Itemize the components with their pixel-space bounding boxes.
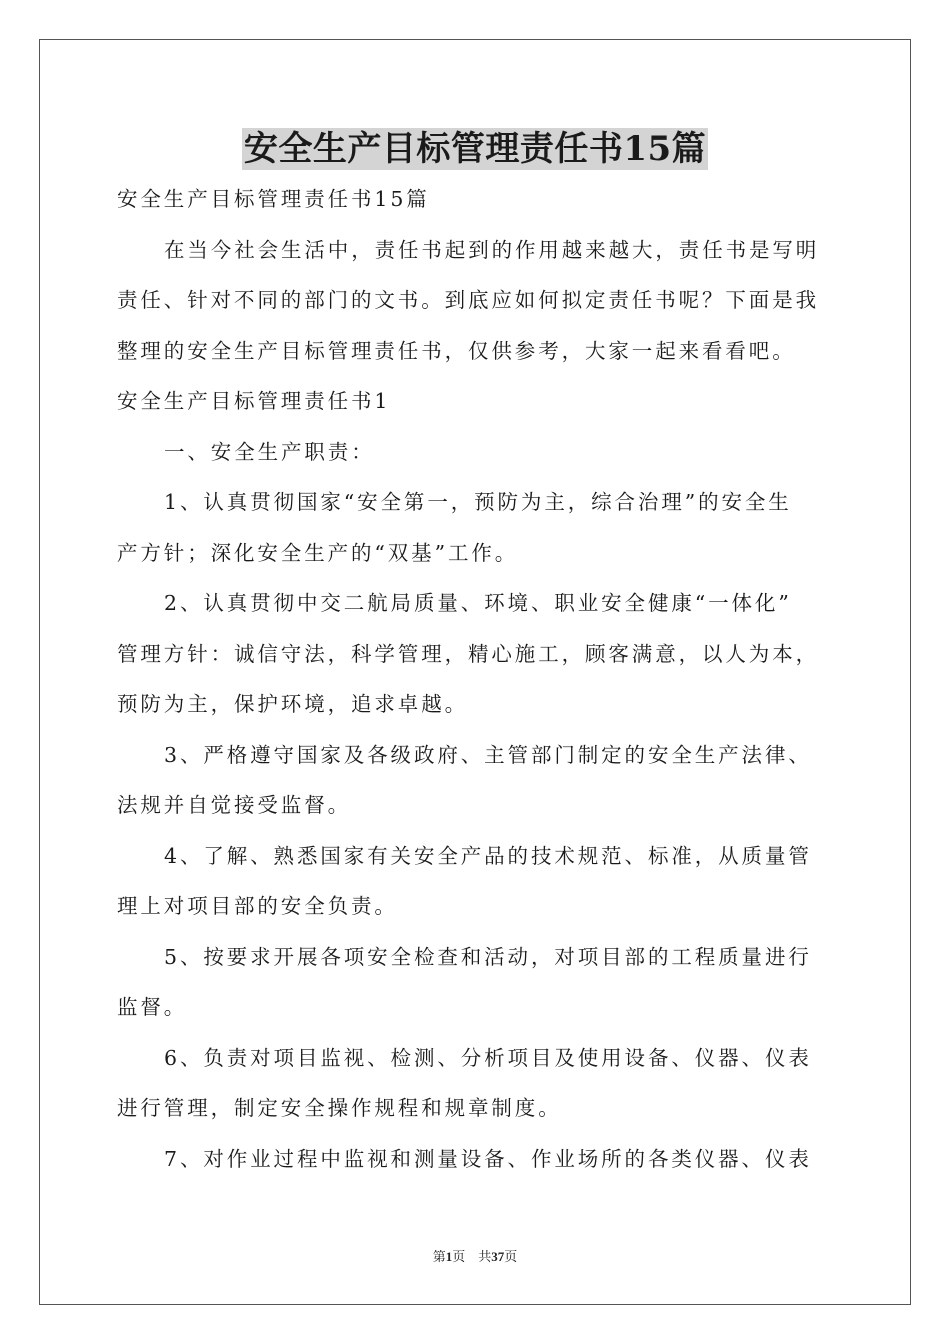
total-suffix: 页 (504, 1249, 518, 1264)
text-line: 2、认真贯彻中交二航局质量、环境、职业安全健康“一体化” (164, 591, 792, 615)
text-line: 6、负责对项目监视、检测、分析项目及使用设备、仪器、仪表 (164, 1045, 812, 1070)
page-footer (0, 1246, 950, 1265)
page-number: 1 (445, 1249, 453, 1264)
text-line: 理上对项目部的安全负责。 (117, 894, 398, 918)
text-line: 产方针；深化安全生产的“双基”工作。 (117, 540, 519, 565)
total-prefix: 共 (478, 1249, 492, 1264)
title-wrap (0, 128, 950, 170)
text-line: 监督。 (117, 995, 188, 1019)
text-line: 安全生产目标管理责任书15篇 (117, 187, 430, 211)
text-line: 进行管理，制定安全操作规程和规章制度。 (117, 1096, 562, 1120)
text-line: 责任、针对不同的部门的文书。到底应如何拟定责任书呢？下面是我 (117, 288, 819, 312)
text-line: 法规并自觉接受监督。 (117, 793, 351, 817)
text-line: 管理方针：诚信守法，科学管理，精心施工，顾客满意，以人为本， (117, 641, 819, 666)
text-line: 1、认真贯彻国家“安全第一，预防为主，综合治理”的安全生 (164, 490, 792, 514)
text-line: 在当今社会生活中，责任书起到的作用越来越大，责任书是写明 (164, 237, 820, 262)
text-line: 安全生产目标管理责任书1 (117, 389, 391, 413)
text-line: 4、了解、熟悉国家有关安全产品的技术规范、标准，从质量管 (164, 843, 812, 868)
text-line: 整理的安全生产目标管理责任书，仅供参考，大家一起来看看吧。 (117, 338, 796, 363)
document-body (117, 178, 837, 1188)
text-line: 7、对作业过程中监视和测量设备、作业场所的各类仪器、仪表 (164, 1146, 812, 1171)
document-title: 安全生产目标管理责任书15篇 (243, 129, 707, 169)
text-line: 一、安全生产职责： (164, 439, 375, 464)
total-pages: 37 (491, 1249, 505, 1264)
text-line: 预防为主，保护环境，追求卓越。 (117, 692, 468, 716)
text-line: 5、按要求开展各项安全检查和活动，对项目部的工程质量进行 (164, 944, 812, 969)
page-suffix: 页 (452, 1249, 466, 1264)
text-line: 3、严格遵守国家及各级政府、主管部门制定的安全生产法律、 (164, 742, 812, 767)
page-prefix: 第 (432, 1249, 446, 1264)
